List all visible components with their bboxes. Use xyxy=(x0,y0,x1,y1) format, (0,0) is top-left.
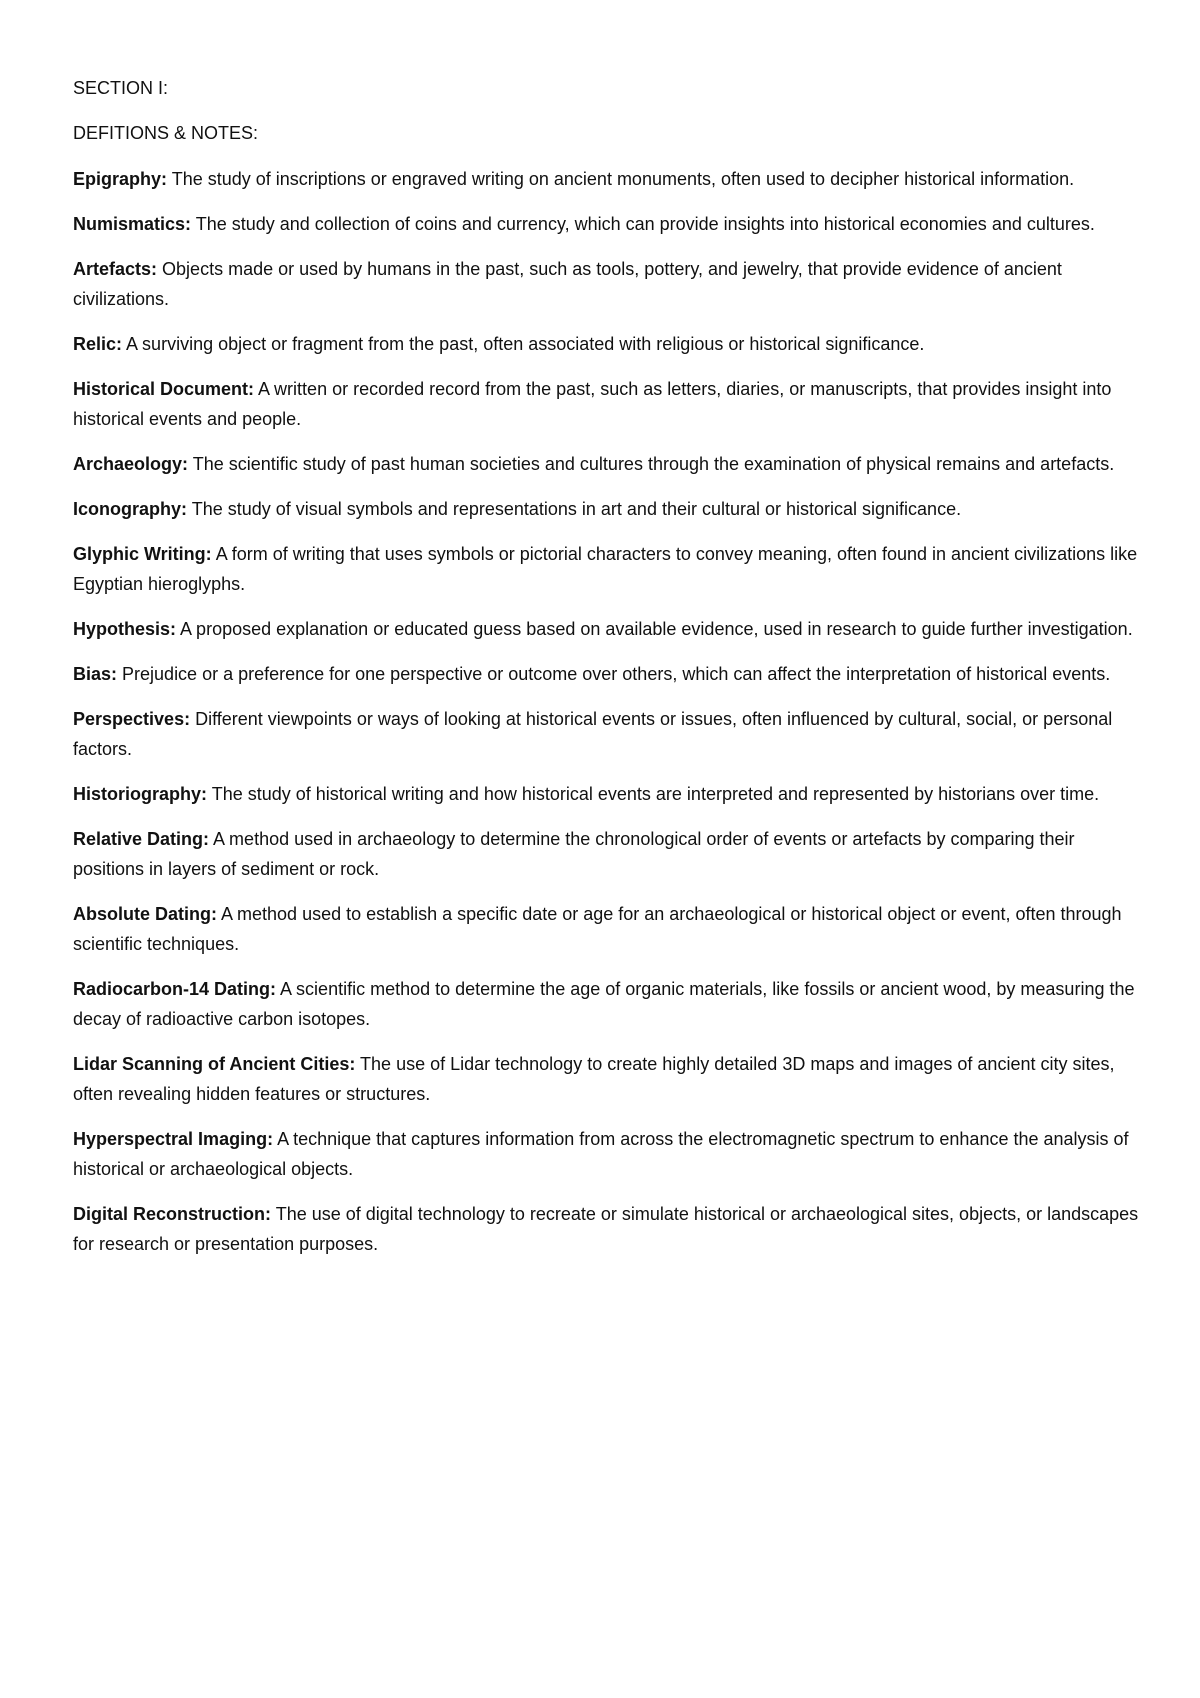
definition-term: Relative Dating: xyxy=(73,829,210,849)
definition-entry xyxy=(73,974,1143,1034)
definition-entry xyxy=(73,449,1143,479)
definition-entry xyxy=(73,374,1143,434)
definition-entry xyxy=(73,1049,1143,1109)
definition-entry xyxy=(73,659,1143,689)
definition-text: The use of Lidar technology to create highly detailed 3D maps and images of ancient city sites, often revealing hidden features or structures. xyxy=(73,1054,1115,1104)
definition-text: A form of writing that uses symbols or pictorial characters to convey meaning, often found in ancient civilizations like Egyptian hieroglyphs. xyxy=(73,544,1138,594)
section-subtitle: DEFITIONS & NOTES: xyxy=(73,123,259,143)
definition-text: The study and collection of coins and currency, which can provide insights into historical economies and cultures. xyxy=(195,214,1095,234)
definition-term: Epigraphy: xyxy=(73,169,168,189)
definition-text: A surviving object or fragment from the past, often associated with religious or historical significance. xyxy=(126,334,925,354)
definition-entry xyxy=(73,539,1143,599)
definition-term: Numismatics: xyxy=(73,214,192,234)
definition-entry xyxy=(73,1199,1143,1259)
definition-text: A scientific method to determine the age of organic materials, like fossils or ancient wood, by measuring the decay of radioactive carbon isotopes. xyxy=(73,979,1135,1029)
definition-text: A method used in archaeology to determine the chronological order of events or artefacts by comparing their positions in layers of sediment or rock. xyxy=(73,829,1075,879)
definition-entry xyxy=(73,494,1143,524)
definition-text: The study of historical writing and how historical events are interpreted and represented by historians over time. xyxy=(211,784,1100,804)
definitions-list xyxy=(73,164,1143,1259)
definition-term: Archaeology: xyxy=(73,454,189,474)
definition-entry xyxy=(73,824,1143,884)
definition-entry xyxy=(73,779,1143,809)
definition-text: A technique that captures information from across the electromagnetic spectrum to enhance the analysis of historical or archaeological objects. xyxy=(73,1129,1129,1179)
definition-text: A method used to establish a specific date or age for an archaeological or historical object or event, often through scientific techniques. xyxy=(73,904,1122,954)
definition-text: The use of digital technology to recreate or simulate historical or archaeological sites, objects, or landscapes for research or presentation purposes. xyxy=(73,1204,1139,1254)
definition-entry xyxy=(73,209,1143,239)
definition-term: Hypothesis: xyxy=(73,619,177,639)
definition-term: Historical Document: xyxy=(73,379,255,399)
definition-term: Hyperspectral Imaging: xyxy=(73,1129,274,1149)
definition-term: Iconography: xyxy=(73,499,188,519)
definition-term: Relic: xyxy=(73,334,123,354)
definition-term: Glyphic Writing: xyxy=(73,544,212,564)
definition-text: Different viewpoints or ways of looking at historical events or issues, often influenced by cultural, social, or personal factors. xyxy=(73,709,1113,759)
definition-entry xyxy=(73,164,1143,194)
definition-text: A proposed explanation or educated guess based on available evidence, used in research to guide further investigation. xyxy=(180,619,1133,639)
definition-text: The scientific study of past human societies and cultures through the examination of physical remains and artefacts. xyxy=(192,454,1115,474)
section-title: SECTION I: xyxy=(73,78,169,98)
definition-term: Absolute Dating: xyxy=(73,904,217,924)
definition-entry xyxy=(73,899,1143,959)
definition-term: Lidar Scanning of Ancient Cities: xyxy=(73,1054,356,1074)
definition-entry xyxy=(73,614,1143,644)
document-page xyxy=(73,74,1143,1274)
definition-term: Bias: xyxy=(73,664,118,684)
definition-term: Perspectives: xyxy=(73,709,191,729)
definition-entry xyxy=(73,254,1143,314)
definition-entry xyxy=(73,1124,1143,1184)
definition-term: Artefacts: xyxy=(73,259,158,279)
definition-text: The study of visual symbols and representations in art and their cultural or historical significance. xyxy=(191,499,962,519)
definition-term: Digital Reconstruction: xyxy=(73,1204,272,1224)
definition-text: A written or recorded record from the past, such as letters, diaries, or manuscripts, that provides insight into historical events and people. xyxy=(73,379,1112,429)
definition-entry xyxy=(73,704,1143,764)
definition-entry xyxy=(73,329,1143,359)
definition-term: Historiography: xyxy=(73,784,208,804)
definition-text: The study of inscriptions or engraved writing on ancient monuments, often used to decipher historical information. xyxy=(171,169,1075,189)
definition-text: Objects made or used by humans in the past, such as tools, pottery, and jewelry, that provide evidence of ancient civilizations. xyxy=(73,259,1062,309)
definition-term: Radiocarbon-14 Dating: xyxy=(73,979,277,999)
definition-text: Prejudice or a preference for one perspective or outcome over others, which can affect the interpretation of historical events. xyxy=(122,664,1111,684)
